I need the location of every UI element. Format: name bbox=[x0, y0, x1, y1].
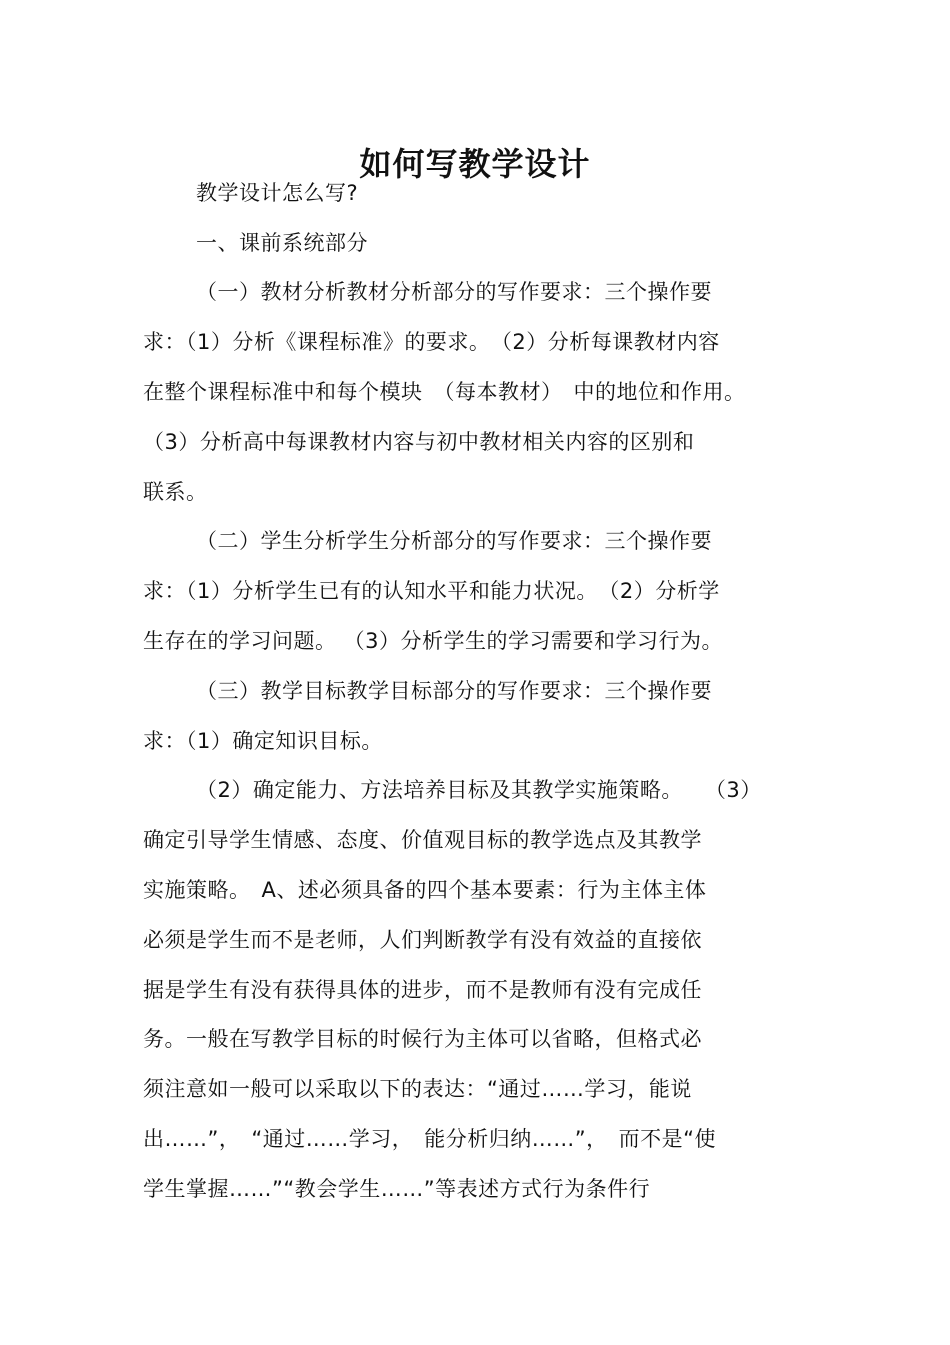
text-line: 在整个课程标准中和每个模块 （每本教材） 中的地位和作用。 bbox=[143, 380, 746, 404]
text-line: 联系。 bbox=[143, 480, 208, 504]
text-line: 求：（1）确定知识目标。 bbox=[143, 729, 383, 753]
text-line: 出……”， “通过……学习， 能分析归纳……”， 而不是“使 bbox=[143, 1127, 717, 1151]
text-line: 学生掌握……”“教会学生……”等表述方式行为条件行 bbox=[143, 1177, 651, 1201]
text-line: 必须是学生而不是老师，人们判断教学有没有效益的直接依 bbox=[143, 928, 702, 952]
text-line: 一、课前系统部分 bbox=[196, 231, 368, 255]
document-title: 如何写教学设计 bbox=[359, 145, 591, 184]
text-line: 须注意如一般可以采取以下的表达：“通过……学习，能说 bbox=[143, 1077, 692, 1101]
text-line: （一）教材分析教材分析部分的写作要求：三个操作要 bbox=[196, 280, 712, 304]
text-line: 据是学生有没有获得具体的进步，而不是教师有没有完成任 bbox=[143, 978, 702, 1002]
text-line: 实施策略。 A、述必须具备的四个基本要素：行为主体主体 bbox=[143, 878, 707, 902]
text-line: 教学设计怎么写? bbox=[196, 181, 359, 205]
text-line: （3）分析高中每课教材内容与初中教材相关内容的区别和 bbox=[143, 430, 695, 454]
text-line: 求：（1）分析《课程标准》的要求。 （2）分析每课教材内容 bbox=[143, 330, 720, 354]
text-line: 生存在的学习问题。 （3）分析学生的学习需要和学习行为。 bbox=[143, 629, 724, 653]
text-line: （三）教学目标教学目标部分的写作要求：三个操作要 bbox=[196, 679, 712, 703]
text-line: （二）学生分析学生分析部分的写作要求：三个操作要 bbox=[196, 529, 712, 553]
text-line: 求：（1）分析学生已有的认知水平和能力状况。 （2）分析学 bbox=[143, 579, 720, 603]
text-line: 确定引导学生情感、态度、价值观目标的教学选点及其教学 bbox=[143, 828, 702, 852]
text-line: （2）确定能力、方法培养目标及其教学实施策略。 （3） bbox=[196, 778, 762, 802]
text-line: 务。一般在写教学目标的时候行为主体可以省略，但格式必 bbox=[143, 1027, 702, 1051]
